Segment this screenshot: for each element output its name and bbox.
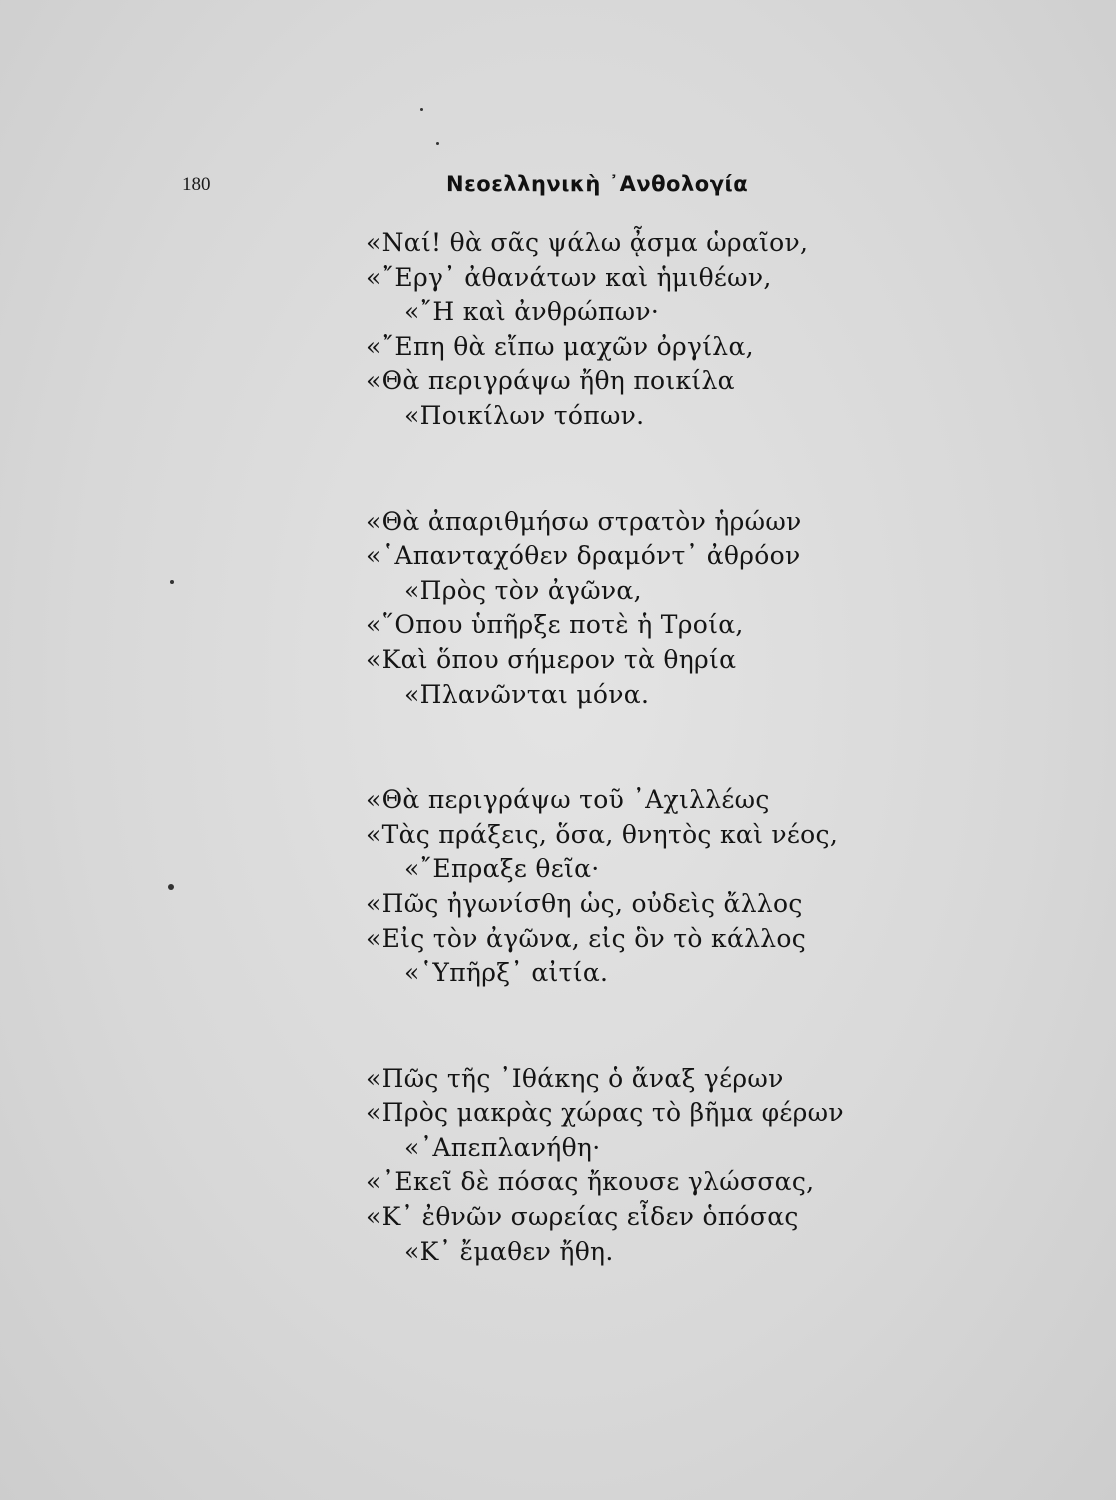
verse-line-refrain: «Κ᾽ ἔμαθεν ἤθη. bbox=[404, 1236, 614, 1266]
verse-line: «Πῶς ἠγωνίσθη ὡς, οὐδεὶς ἄλλος bbox=[366, 888, 803, 918]
verse-line: «Εἰς τὸν ἀγῶνα, εἰς ὃν τὸ κάλλος bbox=[366, 923, 807, 953]
verse-line-refrain: «῎Επραξε θεῖα· bbox=[404, 854, 600, 884]
verse-line-refrain: «Πρὸς τὸν ἀγῶνα, bbox=[404, 575, 642, 605]
verse-line: «Τὰς πράξεις, ὅσα, θνητὸς καὶ νέος, bbox=[366, 819, 839, 849]
paper-speck bbox=[420, 108, 423, 111]
verse-line: «Κ᾽ ἐθνῶν σωρείας εἶδεν ὁπόσας bbox=[366, 1202, 799, 1232]
verse-line: «Πρὸς μακρὰς χώρας τὸ βῆμα φέρων bbox=[366, 1098, 844, 1128]
paper-speck bbox=[170, 580, 174, 584]
verse-line: «Θὰ περιγράψω ἤθη ποικίλα bbox=[366, 366, 735, 396]
verse-line: «῾Απανταχόθεν δραμόντ᾽ ἀθρόον bbox=[366, 541, 801, 571]
verse-line-refrain: «῎Η καὶ ἀνθρώπων· bbox=[404, 297, 660, 327]
stanza-1 bbox=[366, 226, 846, 434]
stanza-3 bbox=[366, 783, 846, 991]
paper-speck bbox=[436, 142, 439, 145]
stanza-2 bbox=[366, 505, 846, 713]
verse-line: «Ναί! θὰ σᾶς ψάλω ᾆσμα ὡραῖον, bbox=[366, 228, 809, 257]
verse-line: «Θὰ ἀπαριθμήσω στρατὸν ἡρώων bbox=[366, 506, 802, 536]
verse-line: «Θὰ περιγράψω τοῦ ᾽Αχιλλέως bbox=[366, 785, 770, 815]
verse-line: «῎Επη θὰ εἴπω μαχῶν ὀργίλα, bbox=[366, 331, 754, 361]
poem bbox=[366, 226, 846, 1340]
verse-line-refrain: «Πλανῶνται μόνα. bbox=[404, 679, 650, 709]
verse-line: «Πῶς τῆς ᾽Ιθάκης ὁ ἄναξ γέρων bbox=[366, 1063, 784, 1093]
verse-line-refrain: «῾Υπῆρξ᾽ αἰτία. bbox=[404, 958, 609, 988]
verse-line: «Καὶ ὅπου σήμερον τὰ θηρία bbox=[366, 644, 737, 674]
verse-line: «῎Εργ᾽ ἀθανάτων καὶ ἡμιθέων, bbox=[366, 262, 772, 292]
verse-line: «᾽Εκεῖ δὲ πόσας ἤκουσε γλώσσας, bbox=[366, 1167, 815, 1197]
verse-line-refrain: «Ποικίλων τόπων. bbox=[404, 400, 645, 430]
verse-line-refrain: «᾽Απεπλανήθη· bbox=[404, 1132, 601, 1162]
page-number: 180 bbox=[182, 174, 211, 195]
running-title: Νεοελληνικὴ ᾽Ανθολογία bbox=[446, 172, 749, 196]
verse-line: «῞Οπου ὑπῆρξε ποτὲ ἡ Τροία, bbox=[366, 610, 744, 640]
page-header bbox=[0, 170, 1116, 200]
stanza-4 bbox=[366, 1062, 846, 1270]
paper-speck bbox=[168, 884, 174, 890]
